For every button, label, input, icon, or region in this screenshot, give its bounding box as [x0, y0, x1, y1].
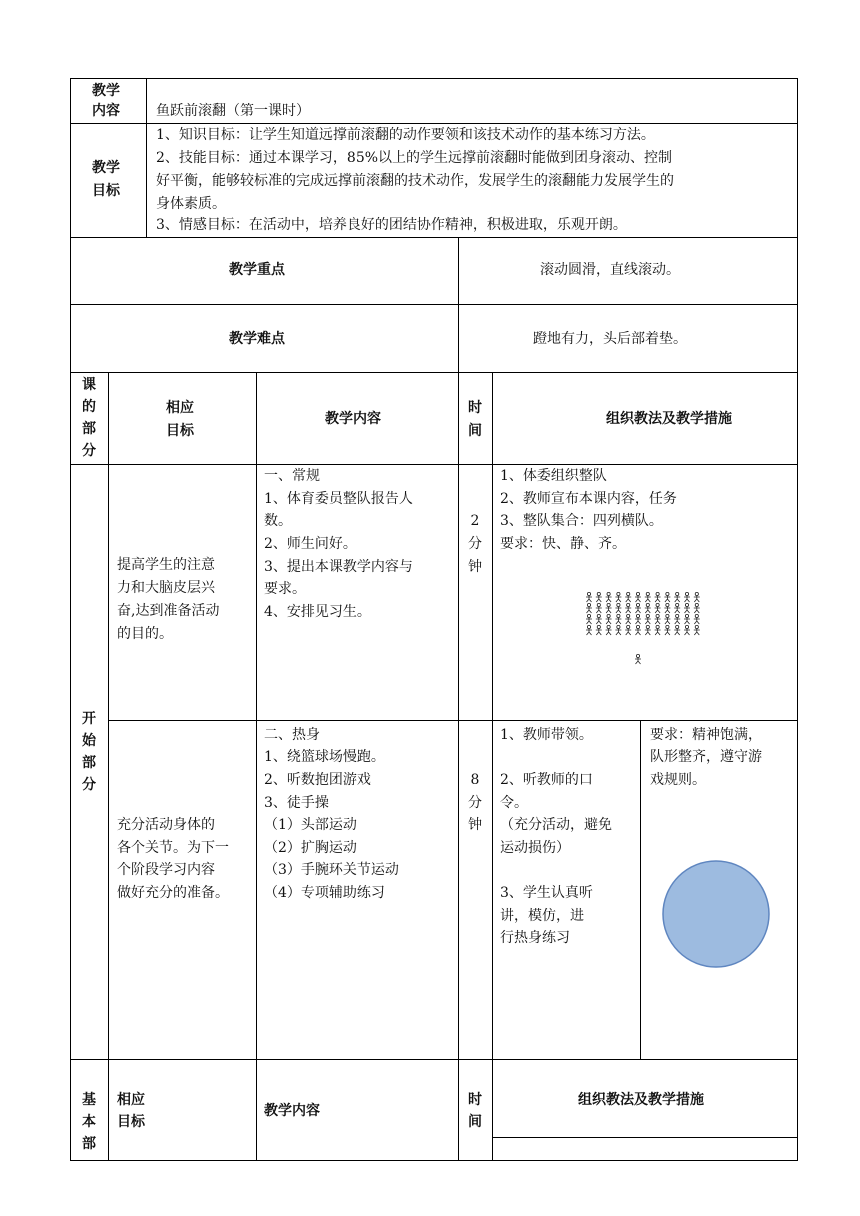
goal-label-2: 目标	[92, 183, 120, 199]
row2-requirement-line: 戏规则。	[650, 772, 706, 788]
student-figure	[655, 603, 661, 613]
student-figure	[664, 614, 670, 624]
row2-content-line: 3、徒手操	[264, 795, 329, 811]
row1-goal-line: 力和大脑皮层兴	[117, 580, 215, 596]
grid-line	[108, 720, 798, 721]
row2-content-line: （2）扩胸运动	[264, 840, 357, 856]
difficulty-label: 教学难点	[229, 331, 285, 347]
grid-line	[70, 1160, 798, 1161]
row1-goal-line: 的目的。	[117, 626, 173, 642]
student-figure	[674, 603, 680, 613]
student-figure	[615, 614, 621, 624]
student-figure	[664, 603, 670, 613]
student-figure	[684, 614, 690, 624]
row1-content-line: 2、师生问好。	[264, 536, 357, 552]
row2-content-line: （1）头部运动	[264, 817, 357, 833]
row2-method-line: 3、学生认真听	[500, 885, 593, 901]
row1-content-line: 4、安排见习生。	[264, 604, 371, 620]
student-figure	[615, 625, 621, 635]
basic-goal-1: 相应	[117, 1092, 145, 1108]
basic-goal-2: 目标	[117, 1114, 145, 1130]
basic-part-label-2: 本	[82, 1114, 96, 1130]
student-figure	[615, 603, 621, 613]
student-figure	[586, 625, 592, 635]
row2-goal-line: 做好充分的准备。	[117, 885, 229, 901]
start-part-label-3: 部	[82, 755, 96, 771]
student-figure	[635, 625, 641, 635]
row2-method-line: 令。	[500, 795, 528, 811]
row1-goal-line: 提高学生的注意	[117, 557, 215, 573]
grid-line	[256, 372, 257, 1160]
row2-time-3: 钟	[468, 817, 482, 833]
student-figure	[596, 614, 602, 624]
grid-line	[492, 1137, 798, 1138]
row2-method-line: 行热身练习	[500, 930, 570, 946]
student-figure	[664, 625, 670, 635]
grid-line	[70, 1059, 798, 1060]
student-figure	[596, 603, 602, 613]
row1-method-line: 3、整队集合：四列横队。	[500, 513, 663, 529]
row2-requirement-line: 队形整齐，遵守游	[650, 749, 762, 765]
row1-content-line: 数。	[264, 513, 292, 529]
student-figure	[684, 625, 690, 635]
grid-line	[492, 372, 493, 1160]
grid-line	[70, 78, 71, 1160]
row2-method-line: 1、教师带领。	[500, 727, 593, 743]
grid-line	[70, 464, 798, 465]
row2-content-line: 1、绕篮球场慢跑。	[264, 749, 385, 765]
col-part-1: 课	[82, 377, 96, 393]
row1-method-line: 要求：快、静、齐。	[500, 536, 626, 552]
row1-method-line: 2、教师宣布本课内容，任务	[500, 491, 677, 507]
row2-content-line: （4）专项辅助练习	[264, 885, 385, 901]
goal-line: 身体素质。	[156, 196, 226, 212]
content-value: 鱼跃前滚翻（第一课时）	[156, 103, 310, 119]
grid-line	[797, 78, 798, 1160]
row2-requirement-line: 要求：精神饱满，	[650, 727, 762, 743]
student-figure	[586, 614, 592, 624]
start-part-label-2: 始	[82, 733, 96, 749]
start-part-label-1: 开	[82, 711, 96, 727]
row1-content-line: 要求。	[264, 581, 306, 597]
grid-line	[146, 78, 147, 237]
row2-goal-line: 充分活动身体的	[117, 817, 215, 833]
grid-line	[458, 237, 459, 372]
student-figure	[606, 625, 612, 635]
basic-time-2: 间	[468, 1114, 482, 1130]
row1-goal-line: 奋,达到准备活动	[117, 603, 220, 619]
warmup-circle	[660, 858, 772, 970]
student-figure	[625, 592, 631, 602]
student-figure	[596, 625, 602, 635]
col-method: 组织教法及教学措施	[606, 411, 732, 427]
key-label: 教学重点	[229, 262, 285, 278]
col-time-1: 时	[468, 400, 482, 416]
goal-line: 2、技能目标：通过本课学习，85%以上的学生远撑前滚翻时能做到团身滚动、控制	[156, 150, 673, 166]
student-figure	[655, 592, 661, 602]
row1-time-3: 钟	[468, 559, 482, 575]
goal-line: 3、情感目标：在活动中，培养良好的团结协作精神，积极进取，乐观开朗。	[156, 217, 627, 233]
student-figure	[645, 625, 651, 635]
student-figure	[606, 614, 612, 624]
row2-time-1: 8	[470, 772, 480, 788]
row2-content-line: （3）手腕环关节运动	[264, 862, 399, 878]
content-label-2: 内容	[92, 103, 120, 119]
student-figure	[586, 603, 592, 613]
grid-line	[458, 372, 459, 1160]
row1-time-2: 分	[468, 536, 482, 552]
student-figure	[615, 592, 621, 602]
grid-line	[70, 78, 798, 79]
student-figure	[664, 592, 670, 602]
student-figure	[645, 614, 651, 624]
start-part-label-4: 分	[82, 777, 96, 793]
student-figure	[655, 625, 661, 635]
row1-content-line: 1、体育委员整队报告人	[264, 491, 413, 507]
row2-content-line: 二、热身	[264, 727, 320, 743]
student-figure	[694, 614, 700, 624]
student-figure	[684, 592, 690, 602]
student-figure	[684, 603, 690, 613]
goal-line: 好平衡，能够较标准的完成远撑前滚翻的技术动作，发展学生的滚翻能力发展学生的	[156, 173, 674, 189]
student-figure	[645, 603, 651, 613]
col-content: 教学内容	[325, 411, 381, 427]
grid-line	[640, 720, 641, 1059]
student-figure	[694, 603, 700, 613]
student-figure	[694, 592, 700, 602]
row2-goal-line: 个阶段学习内容	[117, 862, 215, 878]
student-figure	[674, 614, 680, 624]
grid-line	[70, 372, 798, 373]
basic-method: 组织教法及教学措施	[578, 1092, 704, 1108]
basic-part-label-3: 部	[82, 1136, 96, 1152]
student-figure	[674, 592, 680, 602]
grid-line	[70, 304, 798, 305]
basic-part-label-1: 基	[82, 1092, 96, 1108]
row2-goal-line: 各个关节。为下一	[117, 840, 229, 856]
student-figure	[625, 614, 631, 624]
difficulty-value: 蹬地有力，头后部着垫。	[533, 331, 687, 347]
basic-time-1: 时	[468, 1092, 482, 1108]
row1-content-line: 3、提出本课教学内容与	[264, 559, 413, 575]
col-goal-1: 相应	[166, 400, 194, 416]
row1-method-line: 1、体委组织整队	[500, 468, 607, 484]
student-figure	[625, 625, 631, 635]
col-part-4: 分	[82, 443, 96, 459]
student-figure	[596, 592, 602, 602]
col-goal-2: 目标	[166, 423, 194, 439]
grid-line	[70, 237, 798, 238]
row2-method-line: （充分活动，避免	[500, 817, 612, 833]
student-figure	[674, 625, 680, 635]
row2-time-2: 分	[468, 795, 482, 811]
row2-content-line: 2、听数抱团游戏	[264, 772, 371, 788]
row2-method-line: 2、听教师的口	[500, 772, 593, 788]
student-figure	[625, 603, 631, 613]
col-time-2: 间	[468, 423, 482, 439]
goal-line: 1、知识目标：让学生知道远撑前滚翻的动作要领和该技术动作的基本练习方法。	[156, 127, 655, 143]
row1-time-1: 2	[470, 513, 480, 529]
content-label-1: 教学	[92, 83, 120, 99]
student-figure	[606, 603, 612, 613]
goal-label-1: 教学	[92, 160, 120, 176]
student-figure	[645, 592, 651, 602]
row2-method-line: 讲，模仿，进	[500, 908, 584, 924]
formation-diagram	[583, 590, 705, 670]
student-figure	[655, 614, 661, 624]
row1-content-line: 一、常规	[264, 468, 320, 484]
key-value: 滚动圆滑，直线滚动。	[540, 262, 680, 278]
student-figure	[635, 603, 641, 613]
student-figure	[635, 654, 641, 664]
basic-content: 教学内容	[264, 1103, 320, 1119]
col-part-3: 部	[82, 421, 96, 437]
student-figure	[635, 592, 641, 602]
grid-line	[108, 372, 109, 1160]
col-part-2: 的	[82, 399, 96, 415]
student-figure	[694, 625, 700, 635]
student-figure	[606, 592, 612, 602]
row2-method-line: 运动损伤）	[500, 840, 570, 856]
student-figure	[586, 592, 592, 602]
student-figure	[635, 614, 641, 624]
